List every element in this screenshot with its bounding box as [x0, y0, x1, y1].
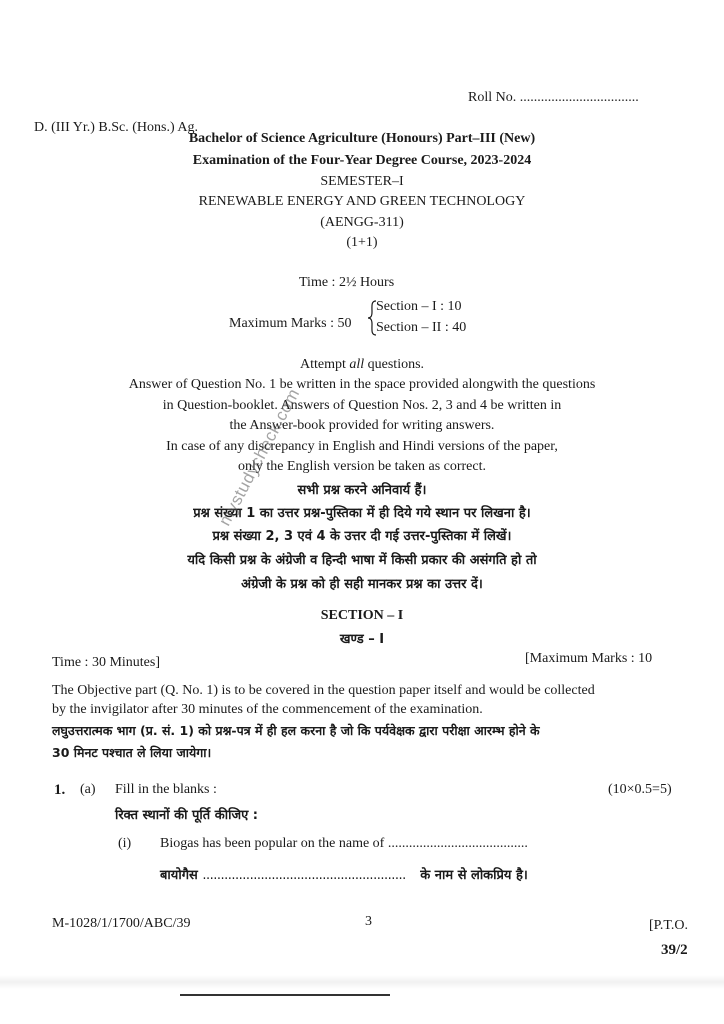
item-text: Biogas has been popular on the name of ........................................ — [160, 836, 528, 851]
roll-no-field — [468, 90, 639, 106]
hindi-instruction-line: अंग्रेजी के प्रश्न को ही सही मानकर प्रश्न का उत्तर दें। — [241, 577, 483, 592]
objective-note-line: The Objective part (Q. No. 1) is to be covered in the question paper itself and would be collected — [52, 683, 595, 698]
hindi-instruction-line: प्रश्न संख्या 1 का उत्तर प्रश्न-पुस्तिका में ही दिये गये स्थान पर लिखना है। — [193, 506, 531, 521]
degree-title: Bachelor of Science Agriculture (Honours) Part–III (New) — [188, 131, 536, 146]
exam-title: Examination of the Four-Year Degree Course, 2023-2024 — [192, 153, 532, 168]
scan-mark — [180, 994, 390, 996]
scan-shadow — [0, 975, 724, 989]
page-number: 3 — [365, 914, 372, 929]
max-marks: Maximum Marks : 50 — [229, 316, 352, 331]
roll-no-blank: .................................. — [519, 90, 639, 105]
hindi-instruction-line: प्रश्न संख्या 2, 3 एवं 4 के उत्तर दी गई उत्तर-पुस्तिका में लिखें। — [212, 529, 512, 544]
instruction-line: in Question-booklet. Answers of Question Nos. 2, 3 and 4 be written in — [162, 398, 562, 413]
objective-note-hindi-line: लघुउत्तरात्मक भाग (प्र. सं. 1) को प्रश्न-पत्र में ही हल करना है जो कि पर्यवेक्षक द्वारा परीक्षा आरम्भ होने के — [52, 723, 540, 738]
question-part: (a) — [80, 782, 96, 797]
subject-title: RENEWABLE ENERGY AND GREEN TECHNOLOGY — [198, 194, 526, 209]
watermark: mystudycheck.com — [215, 385, 304, 529]
answer-blank[interactable]: ........................................................ — [202, 868, 406, 883]
instruction-line: the Answer-book provided for writing answers. — [229, 418, 495, 433]
exam-duration: Time : 2½ Hours — [299, 275, 395, 290]
instruction-line: only the English version be taken as correct. — [237, 459, 487, 474]
item-hindi-suffix: के नाम से लोकप्रिय है। — [420, 868, 528, 883]
attempt-suffix: questions. — [364, 357, 425, 372]
objective-note-line: by the invigilator after 30 minutes of the commencement of the examination. — [52, 702, 483, 717]
attempt-emphasis: all — [349, 357, 365, 372]
question-marks: (10×0.5=5) — [608, 782, 672, 797]
item-hindi-prefix: बायोगैस — [160, 868, 198, 883]
section-time: Time : 30 Minutes] — [52, 655, 160, 670]
hindi-instruction-line: सभी प्रश्न करने अनिवार्य हैं। — [297, 483, 427, 498]
sheet-reference: 39/2 — [661, 942, 688, 958]
semester-label: SEMESTER–I — [320, 174, 404, 189]
attempt-prefix: Attempt — [299, 357, 350, 372]
roll-no-label: Roll No. — [468, 90, 517, 105]
objective-note-hindi-line: 30 मिनट पश्चात ले लिया जायेगा। — [52, 745, 212, 760]
pto-label: [P.T.O. — [649, 918, 689, 933]
section-1-marks: Section – I : 10 — [376, 299, 462, 314]
section-2-marks: Section – II : 40 — [376, 320, 467, 335]
subject-code: (AENGG-311) — [320, 215, 404, 230]
attempt-instruction — [0, 357, 724, 373]
question-title-hindi: रिक्त स्थानों की पूर्ति कीजिए : — [115, 808, 259, 823]
section-title-hindi: खण्ड – I — [339, 632, 385, 647]
item-text-hindi — [160, 865, 528, 883]
section-title: SECTION – I — [320, 608, 404, 623]
course-code-line: D. (III Yr.) B.Sc. (Hons.) Ag. — [34, 120, 198, 135]
instruction-line: Answer of Question No. 1 be written in the space provided alongwith the questions — [128, 377, 596, 392]
hindi-instruction-line: यदि किसी प्रश्न के अंग्रेजी व हिन्दी भाषा में किसी प्रकार की असंगति हो तो — [187, 553, 537, 568]
item-roman: (i) — [118, 836, 132, 851]
section-max-marks: [Maximum Marks : 10 — [525, 651, 653, 666]
question-title: Fill in the blanks : — [115, 782, 217, 797]
question-number: 1. — [54, 782, 66, 798]
instruction-line: In case of any discrepancy in English and Hindi versions of the paper, — [166, 439, 558, 454]
credits: (1+1) — [346, 235, 378, 250]
paper-code: M-1028/1/1700/ABC/39 — [52, 916, 191, 931]
